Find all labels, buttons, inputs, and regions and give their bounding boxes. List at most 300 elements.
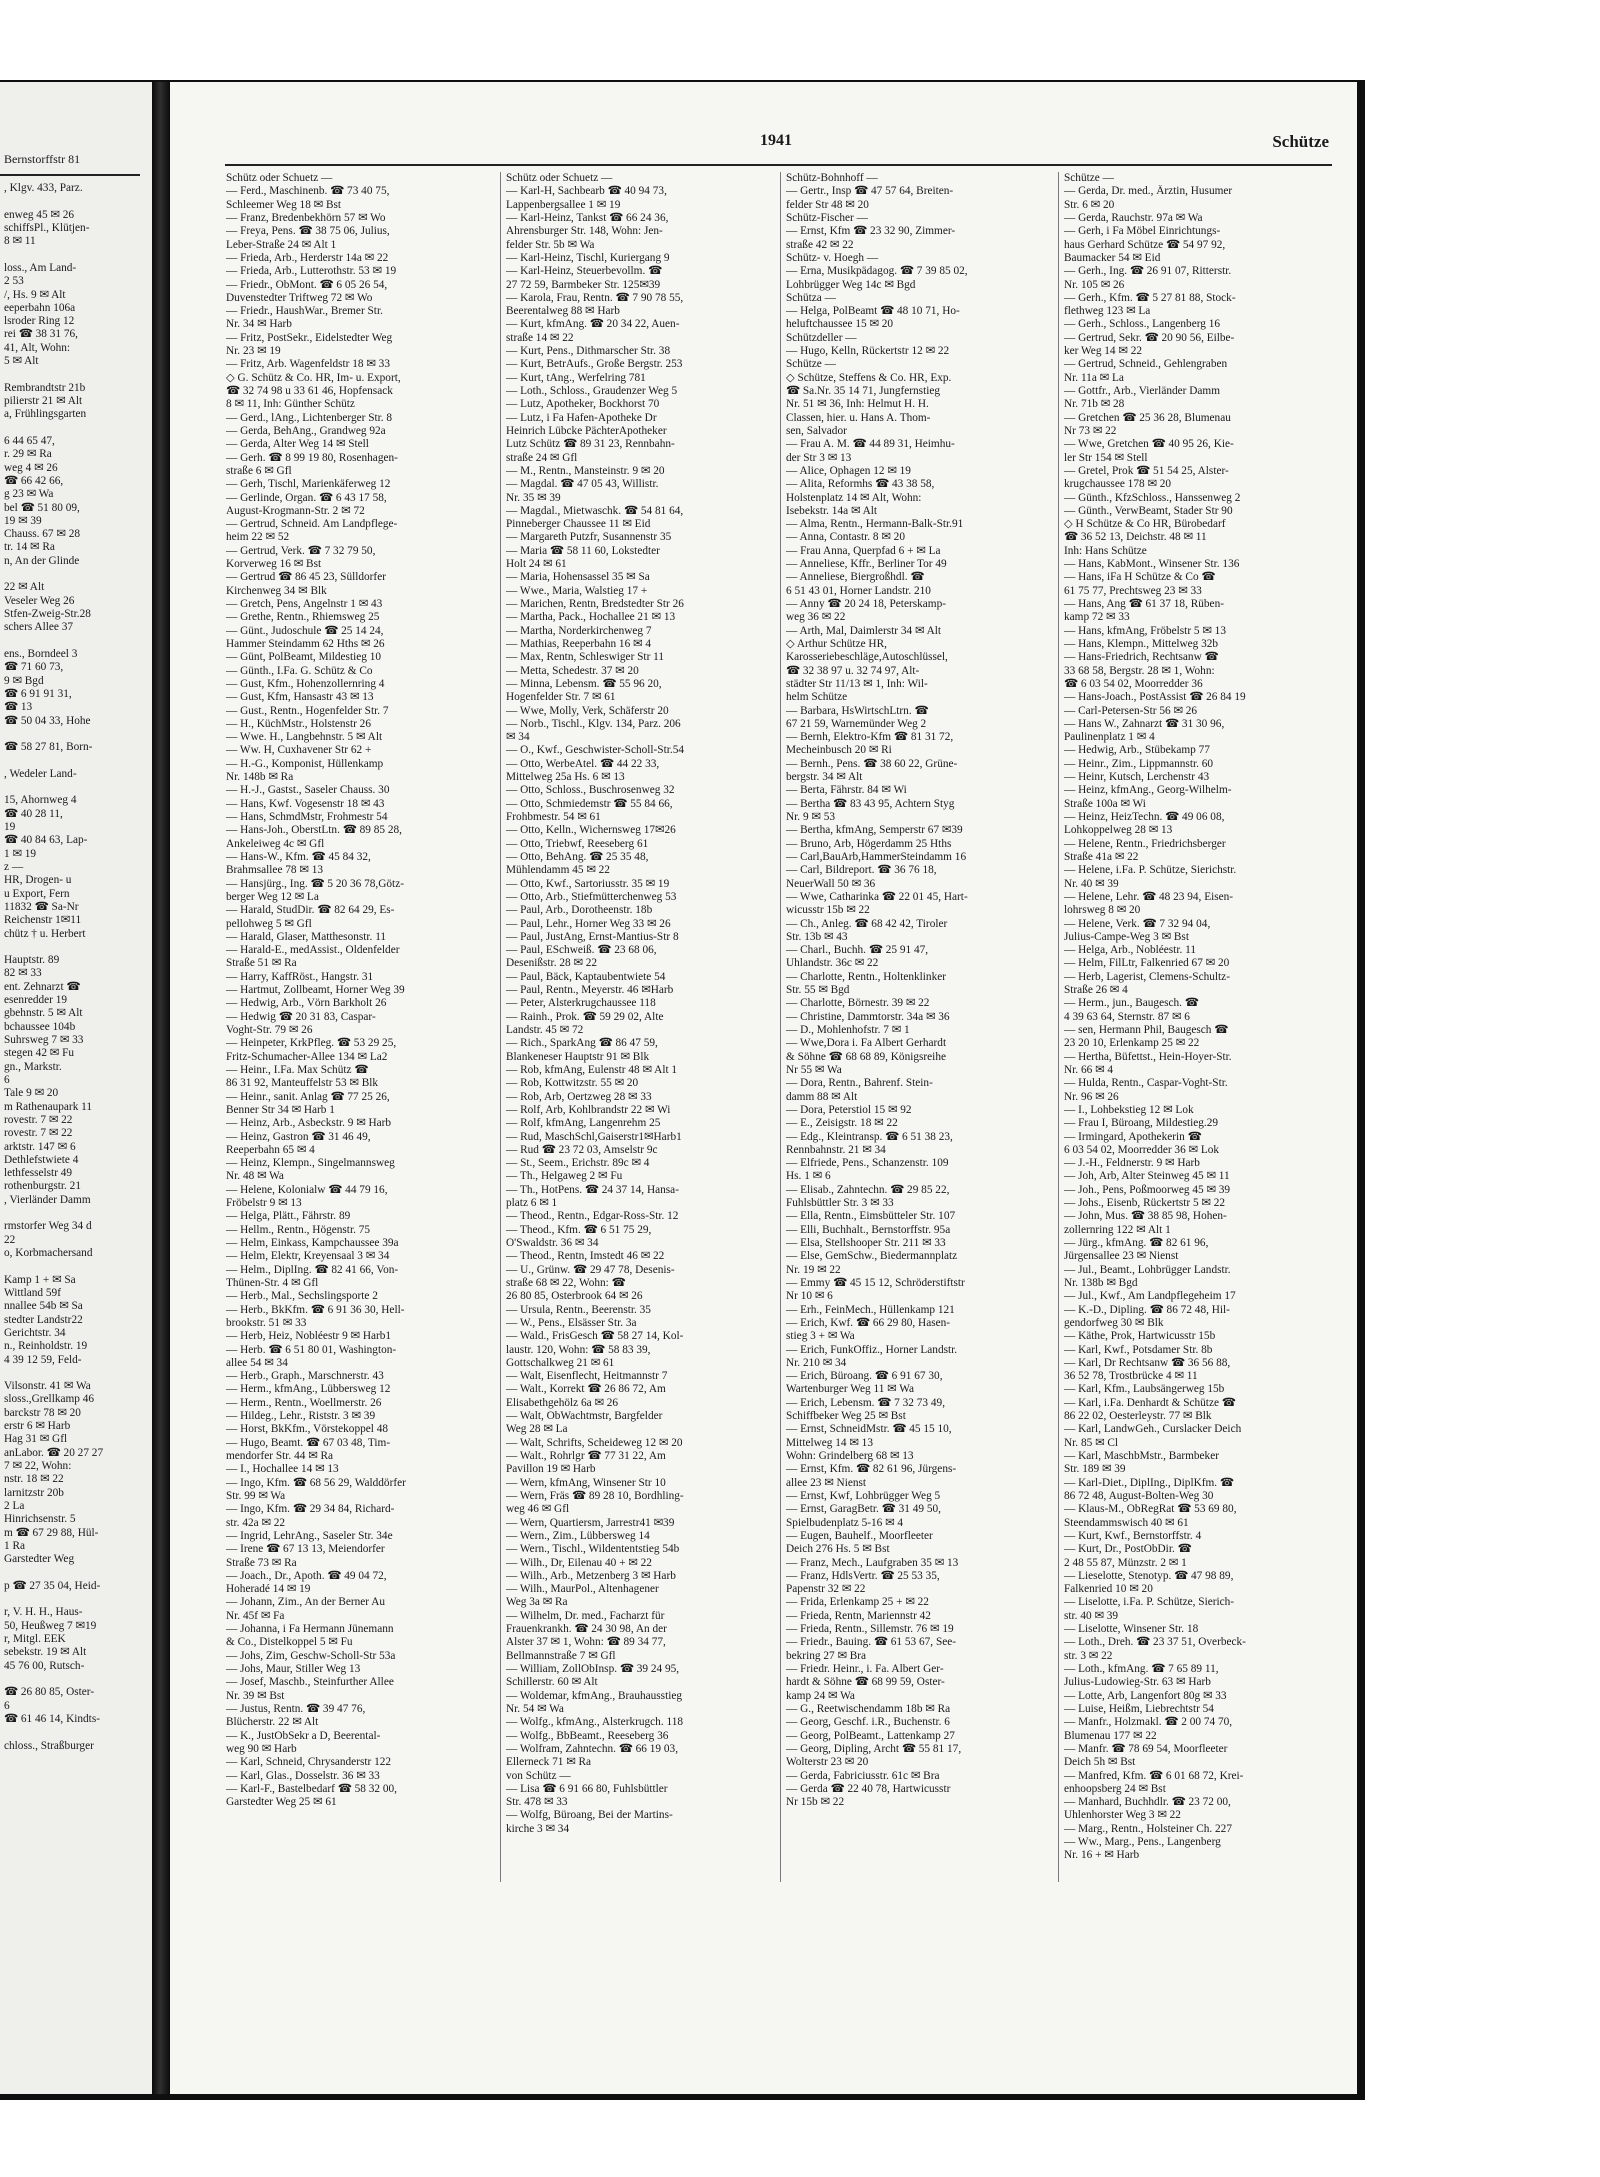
directory-entry-line: — Lotte, Arb, Langenfort 80g ✉ 33 <box>1064 1689 1227 1702</box>
directory-entry-line: erstr 6 ✉ Harb <box>4 1420 71 1433</box>
directory-entry-line: Reeperbahn 65 ✉ 4 <box>226 1143 315 1156</box>
directory-entry-line: Fröbelstr 9 ✉ 13 <box>226 1197 302 1210</box>
directory-entry-line: — Otto, Triebwf, Reeseberg 61 <box>506 837 649 850</box>
directory-entry-line: Schleemer Weg 18 ✉ Bst <box>226 198 342 211</box>
directory-entry-line: 6 44 65 47, <box>4 434 55 447</box>
directory-entry-line: — Friedr., HaushWar., Bremer Str. <box>226 305 383 318</box>
directory-entry-line: Mittelweg 25a Hs. 6 ✉ 13 <box>506 771 625 784</box>
directory-entry-line: — Erich, Lebensm. ☎ 7 32 73 49, <box>786 1396 946 1409</box>
directory-entry-line: — Irmingard, Apothekerin ☎ <box>1064 1130 1202 1143</box>
directory-entry-line: ✉ 34 <box>506 731 530 744</box>
directory-entry-line: damm 88 ✉ Alt <box>786 1090 858 1103</box>
directory-entry-line: — Walt, Eisenflecht, Heitmannstr 7 <box>506 1370 668 1383</box>
directory-entry-line: straße 24 ✉ Gfl <box>506 451 578 464</box>
directory-column-4 <box>1064 172 1326 1863</box>
directory-entry-line: Lohbrügger Weg 14c ✉ Bgd <box>786 278 916 291</box>
directory-entry-line: — Walt, ObWachtmstr, Bargfelder <box>506 1410 663 1423</box>
directory-entry-line: Frohbmestr. 54 ✉ 61 <box>506 811 601 823</box>
directory-entry-line: heluftchaussee 15 ✉ 20 <box>786 318 894 331</box>
directory-entry-line: — Wwe, Catharinka ☎ 22 01 45, Hart- <box>786 890 968 903</box>
directory-entry-line: — William, ZollObInsp. ☎ 39 24 95, <box>506 1663 680 1675</box>
directory-entry-line: rothenburgstr. 21 <box>4 1180 81 1193</box>
directory-entry-line: — Rolf, Arb, Kohlbrandstr 22 ✉ Wi <box>506 1103 671 1116</box>
directory-entry-line: — Frieda, Rentn., Sillemstr. 76 ✉ 19 <box>786 1623 954 1636</box>
directory-entry-line: — Berta, Fährstr. 84 ✉ Wi <box>786 784 907 797</box>
directory-entry-line: — Helm, Elektr, Kreyensaal 3 ✉ 34 <box>226 1250 390 1263</box>
directory-entry-line: weg 46 ✉ Gfl <box>506 1503 570 1516</box>
directory-entry-line: — Gertrud, Schneid. Am Landpflege- <box>226 518 398 531</box>
directory-entry-line: — Karl-H, Sachbearb ☎ 40 94 73, <box>506 185 667 198</box>
directory-entry-line: ◇ Schütze, Steffens & Co. HR, Exp. <box>786 371 952 384</box>
directory-entry-line: — Walt., Rohrlgr ☎ 77 31 22, Am <box>506 1450 666 1462</box>
directory-entry-line: Straße 73 ✉ Ra <box>226 1556 297 1569</box>
directory-entry-line: 6 51 43 01, Horner Landstr. 210 <box>786 584 931 597</box>
directory-entry-line: O'Swaldstr. 36 ✉ 34 <box>506 1237 599 1249</box>
directory-entry-line: 86 72 48, August-Bolten-Weg 30 <box>1064 1489 1214 1502</box>
directory-entry-line: — Wern, kfmAng, Winsener Str 10 <box>506 1476 666 1489</box>
directory-entry-line: — Theod., Rentn, Imstedt 46 ✉ 22 <box>506 1250 665 1263</box>
page-number: 1941 <box>760 132 792 149</box>
directory-entry-line: Nr 73 ✉ 22 <box>1064 424 1117 437</box>
directory-entry-line: , Wedeler Land- <box>4 767 77 780</box>
directory-entry-line: — Ww., Marg., Pens., Langenberg <box>1064 1836 1221 1849</box>
directory-entry-line: — Ella, Rentn., Eimsbütteler Str. 107 <box>786 1210 956 1223</box>
directory-entry-line: — Lutz, Apotheker, Bockhorst 70 <box>506 398 660 411</box>
directory-entry-line: — Carl,BauArb,HammerSteindamm 16 <box>786 850 967 863</box>
directory-entry-line: Wittland 59f <box>4 1286 61 1299</box>
directory-entry-line: — Gottfr., Arb., Vierländer Damm <box>1064 385 1220 397</box>
directory-entry-line: zollernring 122 ✉ Alt 1 <box>1064 1223 1171 1236</box>
directory-entry-line: 67 21 59, Warnemünder Weg 2 <box>786 717 927 730</box>
directory-entry-line: Str. 13b ✉ 43 <box>786 930 848 943</box>
directory-entry-line: felder Str. 5b ✉ Wa <box>506 238 595 251</box>
directory-entry-line: lethfesselstr 49 <box>4 1167 73 1180</box>
directory-entry-line: 11832 ☎ Sa-Nr <box>4 900 79 913</box>
directory-entry-line: Ellerneck 71 ✉ Ra <box>506 1756 592 1769</box>
directory-entry-line: — Hans, Ang ☎ 61 37 18, Rüben- <box>1064 598 1224 610</box>
directory-entry-line: allee 23 ✉ Nienst <box>786 1476 867 1489</box>
directory-entry-line: — Ernst, GaragBetr. ☎ 31 49 50, <box>786 1503 941 1516</box>
directory-entry-line: — Paul, Bäck, Kaptaubentwiete 54 <box>506 970 666 983</box>
directory-entry-line: barckstr 78 ✉ 20 <box>4 1406 81 1419</box>
directory-entry-line: — Kurt, tAng., Werfelring 781 <box>506 371 646 384</box>
directory-entry-line: Wohn: Grindelberg 68 ✉ 13 <box>786 1450 914 1462</box>
directory-entry-line: — Hans, Kwf. Vogesenstr 18 ✉ 43 <box>226 797 385 810</box>
directory-entry-line: — Hedwig, Arb., Vörn Barkholt 26 <box>226 997 387 1010</box>
directory-entry-line: — H.-J., Gastst., Saseler Chauss. 30 <box>226 784 390 797</box>
directory-entry-line: — Gerh. ☎ 8 99 19 80, Rosenhagen- <box>226 451 398 464</box>
directory-entry-line: gbehnstr. 5 ✉ Alt <box>4 1007 83 1020</box>
directory-entry-line: Ahrensburger Str. 148, Wohn: Jen- <box>506 225 663 238</box>
directory-entry-line: — Metta, Schedestr. 37 ✉ 20 <box>506 664 639 677</box>
directory-entry-line: Nr. 23 ✉ 19 <box>226 345 281 358</box>
directory-entry-line: — Wolfram, Zahntechn. ☎ 66 19 03, <box>506 1742 679 1755</box>
directory-entry-line: — E., Zeisigstr. 18 ✉ 22 <box>786 1117 898 1130</box>
directory-entry-line: — Hildeg., Lehr., Riststr. 3 ✉ 39 <box>226 1410 376 1423</box>
directory-entry-line: Straße 51 ✉ Ra <box>226 957 297 970</box>
directory-entry-line: — Liselotte, i.Fa. P. Schütze, Sierich- <box>1064 1596 1235 1609</box>
directory-entry-line: Nr. 138b ✉ Bgd <box>1064 1276 1138 1289</box>
directory-entry-line: sebekstr. 19 ✉ Alt <box>4 1646 87 1659</box>
directory-entry-line: — D., Mohlenhofstr. 7 ✉ 1 <box>786 1024 910 1036</box>
directory-entry-line: — Magdal., Mietwaschk. ☎ 54 81 64, <box>506 504 684 517</box>
directory-entry-line: — Manfr., Holzmakl. ☎ 2 00 74 70, <box>1064 1716 1233 1729</box>
directory-entry-line: , Klgv. 433, Parz. <box>4 182 83 194</box>
directory-entry-line: arktstr. 147 ✉ 6 <box>4 1140 76 1153</box>
directory-entry-line: — Wwe. H., Langbehnstr. 5 ✉ Alt <box>226 731 383 744</box>
directory-entry-line: — Elli, Buchhalt., Bernstorffstr. 95a <box>786 1223 951 1236</box>
directory-entry-line: — Erich, Kwf. ☎ 66 29 80, Hasen- <box>786 1316 951 1329</box>
directory-entry-line: 1 Ra <box>4 1539 26 1552</box>
directory-entry-line: stieg 3 + ✉ Wa <box>786 1330 855 1343</box>
directory-entry-line: ◇ H Schütze & Co HR, Bürobedarf <box>1064 518 1226 531</box>
directory-entry-line: kamp 72 ✉ 33 <box>1064 611 1130 624</box>
directory-entry-line: ens., Borndeel 3 <box>4 647 78 660</box>
directory-entry-line: — Wolfg., kfmAng., Alsterkrugch. 118 <box>506 1716 683 1729</box>
directory-entry-line: — Minna, Lebensm. ☎ 55 96 20, <box>506 677 662 690</box>
directory-entry-line: — Herb. ☎ 6 51 80 01, Washington- <box>226 1343 397 1356</box>
directory-entry-line: — Günt., Judoschule ☎ 25 14 24, <box>226 624 384 637</box>
directory-entry-line: — Manfred, Kfm. ☎ 6 01 68 72, Krei- <box>1064 1769 1244 1782</box>
directory-entry-line: Duvenstedter Triftweg 72 ✉ Wo <box>226 291 373 304</box>
directory-entry-line: 36 52 78, Trostbrücke 4 ✉ 11 <box>1064 1370 1198 1383</box>
directory-entry-line: 8 ✉ 11, Inh: Günther Schütz <box>226 398 355 411</box>
directory-entry-line: — Loth., kfmAng. ☎ 7 65 89 11, <box>1064 1663 1219 1675</box>
directory-entry-line: Blücherstr. 22 ✉ Alt <box>226 1716 319 1729</box>
directory-entry-line: ☎ 13 <box>4 701 33 714</box>
directory-entry-line: Str. 99 ✉ Wa <box>226 1489 286 1502</box>
directory-entry-line: Str. 55 ✉ Bgd <box>786 984 850 997</box>
directory-entry-line: ☎ 71 60 73, <box>4 661 64 674</box>
directory-entry-line: — Helga, PolBeamt ☎ 48 10 71, Ho- <box>786 305 960 318</box>
directory-entry-line: — Dora, Rentn., Bahrenf. Stein- <box>786 1077 933 1090</box>
directory-entry-line: — Karl, Kfm., Laubsängerweg 15b <box>1064 1383 1225 1396</box>
directory-entry-line: rmstorfer Weg 34 d <box>4 1220 92 1233</box>
directory-entry-line: — Joach., Dr., Apoth. ☎ 49 04 72, <box>226 1569 387 1582</box>
directory-entry-line: — G., Reetwischendamm 18b ✉ Ra <box>786 1702 951 1715</box>
directory-entry-line: Deich 5h ✉ Bst <box>1064 1756 1136 1769</box>
directory-entry-line: — Walt., Korrekt ☎ 26 86 72, Am <box>506 1383 666 1396</box>
directory-entry-line: n, An der Glinde <box>4 554 80 567</box>
directory-entry-line: Uhlandstr. 36c ✉ 22 <box>786 957 879 970</box>
directory-entry-line: — Walt, Schrifts, Scheideweg 12 ✉ 20 <box>506 1436 683 1449</box>
directory-entry-line: allee 54 ✉ 34 <box>226 1356 288 1369</box>
directory-entry-line: ◇ G. Schütz & Co. HR, Im- u. Export, <box>226 371 401 384</box>
directory-entry-line: gendorfweg 30 ✉ Blk <box>1064 1316 1164 1329</box>
directory-entry-line: Rennbahnstr. 21 ✉ 34 <box>786 1143 886 1156</box>
directory-entry-line: 86 31 92, Manteuffelstr 53 ✉ Blk <box>226 1077 379 1090</box>
directory-entry-line: mendorfer Str. 44 ✉ Ra <box>226 1450 334 1462</box>
directory-entry-line: — Freya, Pens. ☎ 38 75 06, Julius, <box>226 225 390 238</box>
directory-entry-line: — Alma, Rentn., Hermann-Balk-Str.91 <box>786 518 964 531</box>
directory-entry-line: — Rud ☎ 23 72 03, Amselstr 9c <box>506 1143 658 1156</box>
directory-entry-line: — Karl, Glas., Dosselstr. 36 ✉ 33 <box>226 1769 380 1782</box>
directory-entry-line: & Söhne ☎ 68 68 89, Königsreihe <box>786 1050 946 1063</box>
directory-entry-line: — Friedr., ObMont. ☎ 6 05 26 54, <box>226 278 388 291</box>
directory-entry-line: — Käthe, Prok, Hartwicusstr 15b <box>1064 1330 1216 1343</box>
column-divider <box>1058 172 1059 1882</box>
directory-entry-line: 6 <box>4 1073 10 1086</box>
directory-entry-line: laustr. 120, Wohn: ☎ 58 83 39, <box>506 1343 651 1356</box>
directory-entry-line: — Marg., Rentn., Holsteiner Ch. 227 <box>1064 1822 1232 1835</box>
directory-entry-line: — Maria, Hohensassel 35 ✉ Sa <box>506 571 650 584</box>
directory-entry-line: Lutz Schütz ☎ 89 31 23, Rennbahn- <box>506 438 675 451</box>
directory-entry-line: — Karl, LandwGeh., Curslacker Deich <box>1064 1423 1242 1436</box>
directory-entry-line: — Helene, i.Fa. P. Schütze, Sierichstr. <box>1064 864 1237 877</box>
directory-entry-line: — Karl, Schneid, Chrysanderstr 122 <box>226 1756 392 1769</box>
directory-entry-line: — Dora, Peterstiol 15 ✉ 92 <box>786 1103 912 1116</box>
directory-entry-line: — Kurt, BetrAufs., Große Bergstr. 253 <box>506 358 683 371</box>
directory-entry-line: — Heinz, HeizTechn. ☎ 49 06 08, <box>1064 811 1225 823</box>
directory-entry-line: — Gust, Kfm, Hansastr 43 ✉ 13 <box>226 691 374 704</box>
directory-entry-line: — Paul, Lehr., Horner Weg 33 ✉ 26 <box>506 917 671 930</box>
directory-entry-line: — Gerda ☎ 22 40 78, Hartwicusstr <box>786 1782 951 1795</box>
directory-entry-line: Straße 26 ✉ 4 <box>1064 984 1128 997</box>
directory-entry-line: Heinrich Lübcke PächterApotheker <box>506 424 667 437</box>
directory-entry-line: Schütze — <box>786 358 836 371</box>
directory-entry-line: — Frieda, Rentn, Mariennstr 42 <box>786 1609 931 1622</box>
directory-entry-line: chloss., Straßburger <box>4 1739 94 1752</box>
directory-entry-line <box>4 1726 149 1739</box>
directory-entry-line: — Hans-W., Kfm. ☎ 45 84 32, <box>226 850 371 863</box>
directory-entry-line: — Elfriede, Pens., Schanzenstr. 109 <box>786 1157 949 1170</box>
directory-entry-line: g 23 ✉ Wa <box>4 488 54 501</box>
directory-entry-line <box>4 1567 149 1580</box>
directory-entry-line: — Otto, BehAng. ☎ 25 35 48, <box>506 850 649 863</box>
directory-entry-line: — Gerda, Rauchstr. 97a ✉ Wa <box>1064 211 1203 224</box>
directory-entry-line: sloss.,Grellkamp 46 <box>4 1393 95 1406</box>
directory-entry-line: — Hans, iFa H Schütze & Co ☎ <box>1064 571 1216 584</box>
directory-entry-line: Schütze — <box>1064 172 1114 184</box>
directory-entry-line: , Vierländer Damm <box>4 1193 91 1206</box>
directory-entry-line: — Charlotte, Börnestr. 39 ✉ 22 <box>786 997 930 1010</box>
directory-entry-line: — Karl, Kwf., Potsdamer Str. 8b <box>1064 1343 1213 1356</box>
directory-entry-line: — Hansjürg., Ing. ☎ 5 20 36 78,Götz- <box>226 877 404 890</box>
directory-entry-line: — Wwe, Molly, Verk, Schäferstr 20 <box>506 704 669 717</box>
directory-entry-line: kirche 3 ✉ 34 <box>506 1822 570 1835</box>
directory-entry-line: 2 48 55 87, Münzstr. 2 ✉ 1 <box>1064 1556 1187 1569</box>
directory-entry-line: Hinrichsenstr. 5 <box>4 1513 76 1526</box>
directory-entry-line: ☎ 50 04 33, Hohe <box>4 714 91 727</box>
directory-entry-line: — Wald., FrisGesch ☎ 58 27 14, Kol- <box>506 1330 684 1343</box>
header-rule <box>225 164 1332 166</box>
directory-entry-line: — Friedr., Bauing. ☎ 61 53 67, See- <box>786 1636 957 1649</box>
directory-entry-line: HR, Drogen- u <box>4 874 72 887</box>
directory-entry-line: Pavillon 19 ✉ Harb <box>506 1463 596 1476</box>
directory-entry-line: Beerentalweg 88 ✉ Harb <box>506 305 620 318</box>
directory-entry-line: sen, Salvador <box>786 424 847 437</box>
directory-entry-line: Nr. 45f ✉ Fa <box>226 1609 285 1622</box>
directory-entry-line: — Rob, Kottwitzstr. 55 ✉ 20 <box>506 1077 639 1090</box>
directory-entry-line: — U., Grünw. ☎ 29 47 78, Desenis- <box>506 1263 675 1276</box>
directory-entry-line: — Johanna, i Fa Hermann Jünemann <box>226 1623 394 1636</box>
directory-entry-line: Str. 6 ✉ 20 <box>1064 198 1115 211</box>
directory-entry-line: Weg 28 ✉ La <box>506 1423 568 1436</box>
directory-entry-line: haus Gerhard Schütze ☎ 54 97 92, <box>1064 238 1226 251</box>
directory-entry-line: — Franz, Bredenbekhörn 57 ✉ Wo <box>226 211 386 224</box>
directory-entry-line: — I., Lohbekstieg 12 ✉ Lok <box>1064 1103 1194 1116</box>
directory-entry-line: — Heinz, Gastron ☎ 31 46 49, <box>226 1130 371 1143</box>
directory-entry-line: — Helm., DiplIng. ☎ 82 41 66, Von- <box>226 1263 399 1276</box>
directory-entry-line: Pinneberger Chaussee 11 ✉ Eid <box>506 518 651 531</box>
directory-entry-line: stegen 42 ✉ Fu <box>4 1047 75 1060</box>
directory-entry-line: — Gerh, Tischl, Marienkäferweg 12 <box>226 478 391 491</box>
directory-entry-line: Mecheinbusch 20 ✉ Ri <box>786 744 892 757</box>
directory-entry-line: Bellmannstraße 7 ✉ Gfl <box>506 1649 616 1662</box>
directory-entry-line: r, Mitgl. EEK <box>4 1633 66 1646</box>
directory-entry-line: — W., Pens., Elsässer Str. 3a <box>506 1316 637 1329</box>
directory-entry-line: Str. 478 ✉ 33 <box>506 1796 568 1809</box>
directory-entry-line: — Karl-Heinz, Tischl, Kuriergang 9 <box>506 251 670 264</box>
directory-entry-line: 27 72 59, Barmbeker Str. 125✉39 <box>506 278 661 291</box>
directory-entry-line: — Hedwig, Arb., Stübekamp 77 <box>1064 744 1210 757</box>
directory-entry-line: Hogenfelder Str. 7 ✉ 61 <box>506 691 616 704</box>
directory-entry-line: — Heinr., sanit. Anlag ☎ 77 25 26, <box>226 1090 390 1103</box>
directory-entry-line: ☎ 58 27 81, Born- <box>4 741 93 754</box>
directory-entry-line: — Hans, SchmdMstr, Frohmestr 54 <box>226 811 388 823</box>
directory-entry-line: — Frieda, Arb., Herderstr 14a ✉ 22 <box>226 251 389 264</box>
directory-entry-line: Deich 276 Hs. 5 ✉ Bst <box>786 1543 890 1556</box>
directory-entry-line: Spielbudenplatz 5-16 ✉ 4 <box>786 1516 904 1529</box>
directory-entry-line: loss., Am Land- <box>4 261 77 274</box>
directory-entry-line: 41, Alt, Wohn: <box>4 341 71 354</box>
directory-entry-line: — Frau Anna, Querpfad 6 + ✉ La <box>786 544 941 557</box>
directory-entry-line: Lappenbergsallee 1 ✉ 19 <box>506 198 621 211</box>
directory-entry-line: u Export, Fern <box>4 887 70 900</box>
directory-entry-line: — Hans, kfmAng, Fröbelstr 5 ✉ 13 <box>1064 624 1226 637</box>
directory-entry-line: pilierstr 21 ✉ Alt <box>4 395 83 407</box>
directory-entry-line: — Gust, Kfm., Hohenzollernring 4 <box>226 677 385 690</box>
directory-entry-line: — Eugen, Bauhelf., Moorfleeter <box>786 1529 933 1542</box>
directory-entry-line: — Günt, PolBeamt, Mildestieg 10 <box>226 651 382 664</box>
directory-entry-line: Nr 55 ✉ Wa <box>786 1063 842 1076</box>
directory-entry-line: gn., Markstr. <box>4 1060 62 1073</box>
directory-entry-line: Mühlendamm 45 ✉ 22 <box>506 864 610 877</box>
directory-entry-line: nstr. 18 ✉ 22 <box>4 1473 64 1486</box>
directory-entry-line: Thünen-Str. 4 ✉ Gfl <box>226 1276 319 1289</box>
directory-entry-line: Fuhlsbüttler Str. 3 ✉ 33 <box>786 1197 894 1210</box>
directory-entry-line: 5 ✉ Alt <box>4 355 39 368</box>
directory-entry-line: bel ☎ 51 80 09, <box>4 501 80 514</box>
directory-entry-line: Alster 37 ✉ 1, Wohn: ☎ 89 34 77, <box>506 1636 666 1649</box>
directory-entry-line: brookstr. 51 ✉ 33 <box>226 1316 307 1329</box>
directory-entry-line: Str. 189 ✉ 39 <box>1064 1463 1126 1476</box>
directory-entry-line: — Gust., Rentn., Hogenfelder Str. 7 <box>226 704 389 717</box>
directory-entry-line: str. 40 ✉ 39 <box>1064 1609 1119 1622</box>
directory-entry-line: Garstedter Weg 25 ✉ 61 <box>226 1796 337 1809</box>
directory-entry-line: — Heinr., Zim., Lippmannstr. 60 <box>1064 757 1214 770</box>
directory-entry-line: — Gertrud, Verk. ☎ 7 32 79 50, <box>226 544 376 557</box>
directory-entry-line: — Christine, Dammtorstr. 34a ✉ 36 <box>786 1010 950 1023</box>
directory-entry-line: — Rich., SparkAng ☎ 86 47 59, <box>506 1037 658 1050</box>
directory-entry-line: — Franz, Mech., Laufgraben 35 ✉ 13 <box>786 1556 959 1569</box>
directory-entry-line: — St., Seem., Erichstr. 89c ✉ 4 <box>506 1157 650 1170</box>
directory-entry-line: — Emmy ☎ 45 15 12, Schröderstiftstr <box>786 1276 965 1289</box>
directory-entry-line: weg 90 ✉ Harb <box>226 1742 297 1755</box>
directory-entry-line: — Wilhelm, Dr. med., Facharzt für <box>506 1609 665 1622</box>
directory-entry-line: /, Hs. 9 ✉ Alt <box>4 288 66 301</box>
directory-entry-line: — Manfr. ☎ 78 69 54, Moorfleeter <box>1064 1742 1228 1755</box>
directory-entry-line: Classen, hier. u. Hans A. Thom- <box>786 411 931 424</box>
directory-entry-line: 8 ✉ 11 <box>4 235 36 248</box>
directory-entry-line: — Else, GemSchw., Biedermannplatz <box>786 1250 958 1263</box>
directory-entry-line: — Peter, Alsterkrugchaussee 118 <box>506 997 656 1010</box>
directory-entry-line <box>4 1593 149 1606</box>
directory-entry-line: weg 36 ✉ 22 <box>786 611 846 624</box>
directory-column-2 <box>506 172 768 1836</box>
directory-entry-line: felder Str 48 ✉ 20 <box>786 198 869 211</box>
directory-entry-line: — Herb, Heiz, Nobléestr 9 ✉ Harb1 <box>226 1330 392 1343</box>
book-gutter <box>152 82 170 2094</box>
directory-entry-line: — Barbara, HsWirtschLtrn. ☎ <box>786 704 929 717</box>
directory-entry-line: — Paul, Rentn., Meyerstr. 46 ✉Harb <box>506 984 674 997</box>
directory-entry-line: — Kurt, Dr., PostObDir. ☎ <box>1064 1543 1192 1556</box>
directory-entry-line: Isebekstr. 14a ✉ Alt <box>786 504 878 517</box>
directory-entry-line: — Max, Rentn, Schleswiger Str 11 <box>506 651 665 664</box>
directory-entry-line: — Joh., Pens, Poßmoorweg 45 ✉ 39 <box>1064 1183 1231 1196</box>
directory-entry-line: 4 39 63 64, Sternstr. 87 ✉ 6 <box>1064 1010 1190 1023</box>
directory-entry-line: schiffsPl., Klütjen- <box>4 221 90 234</box>
directory-entry-line: — Josef, Maschb., Steinfurther Allee <box>226 1676 394 1689</box>
directory-entry-line: 19 ✉ 39 <box>4 514 42 527</box>
directory-entry-line: — Joh, Arb, Alter Steinweg 45 ✉ 11 <box>1064 1170 1230 1183</box>
directory-entry-line: — I., Hochallee 14 ✉ 13 <box>226 1463 339 1476</box>
directory-entry-line: 61 75 77, Prechtsweg 23 ✉ 33 <box>1064 584 1202 597</box>
directory-entry-line: — Theod., Kfm. ☎ 6 51 75 29, <box>506 1223 652 1236</box>
directory-entry-line: bekring 27 ✉ Bra <box>786 1649 867 1662</box>
directory-entry-line: — Hans W., Zahnarzt ☎ 31 30 96, <box>1064 717 1225 730</box>
directory-entry-line: ker Weg 14 ✉ 22 <box>1064 345 1142 358</box>
directory-entry-line: straße 42 ✉ 22 <box>786 238 854 251</box>
directory-entry-line: — Wern, Quartiersm, Jarrestr41 ✉39 <box>506 1516 675 1529</box>
directory-entry-line: rovestr. 7 ✉ 22 <box>4 1113 73 1126</box>
directory-entry-line: — Hans-Joh., OberstLtn. ☎ 89 85 28, <box>226 824 402 837</box>
directory-entry-line: — Karl-Diet., DiplIng., DiplKfm. ☎ <box>1064 1476 1235 1489</box>
directory-entry-line: kamp 24 ✉ Wa <box>786 1689 855 1702</box>
directory-entry-line: — Kurt, Pens., Dithmarscher Str. 38 <box>506 345 671 358</box>
directory-entry-line: ☎ 6 03 54 02, Moorredder 36 <box>1064 677 1203 690</box>
directory-entry-line: — Ingo, Kfm. ☎ 68 56 29, Walddörfer <box>226 1476 406 1489</box>
directory-entry-line: — Karl, i.Fa. Denhardt & Schütze ☎ <box>1064 1396 1236 1409</box>
directory-entry-line: — Herb, Lagerist, Clemens-Schultz- <box>1064 970 1230 983</box>
directory-entry-line: tr. 14 ✉ Ra <box>4 541 55 554</box>
directory-entry-line: — Mathias, Reeperbahn 16 ✉ 4 <box>506 637 651 650</box>
directory-entry-line: Baumacker 54 ✉ Eid <box>1064 251 1161 264</box>
directory-entry-line: o, Korbmachersand <box>4 1247 93 1259</box>
directory-entry-line: berger Weg 12 ✉ La <box>226 890 319 903</box>
directory-entry-line: August-Krogmann-Str. 2 ✉ 72 <box>226 504 365 517</box>
directory-entry-line: weg 4 ✉ 26 <box>4 461 58 474</box>
directory-entry-line: — Herm., jun., Baugesch. ☎ <box>1064 997 1199 1010</box>
directory-entry-line: — H.-G., Komponist, Hüllenkamp <box>226 757 384 770</box>
directory-entry-line: Nr. 71b ✉ 28 <box>1064 398 1125 411</box>
directory-entry-line: enweg 45 ✉ 26 <box>4 208 75 221</box>
directory-entry-line: — Johs., Eisenb, Rückertstr 5 ✉ 22 <box>1064 1197 1226 1210</box>
directory-entry-line: — Anna, Contastr. 8 ✉ 20 <box>786 531 905 544</box>
directory-entry-line: — Paul, Arb., Dorotheenstr. 18b <box>506 904 653 917</box>
directory-entry-line: ◇ Arthur Schütze HR, <box>786 637 887 650</box>
directory-entry-line: larnitzstr 20b <box>4 1486 64 1499</box>
directory-entry-line: — Hans-Friedrich, Rechtsanw ☎ <box>1064 651 1219 664</box>
directory-entry-line: Julius-Campe-Weg 3 ✉ Bst <box>1064 930 1189 943</box>
directory-entry-line: — Wern, Fräs ☎ 89 28 10, Bordhling- <box>506 1489 684 1502</box>
directory-entry-line: bchaussee 104b <box>4 1020 76 1033</box>
directory-entry-line: Rembrandtstr 21b <box>4 381 86 394</box>
directory-entry-line: städter Str 11/13 ✉ 1, Inh: Wil- <box>786 677 928 690</box>
directory-entry-line: 7 ✉ 22, Wohn: <box>4 1460 72 1472</box>
directory-entry-line: — Ch., Anleg. ☎ 68 42 42, Tiroler <box>786 917 948 930</box>
directory-entry-line: — Lisa ☎ 6 91 66 80, Fuhlsbüttler <box>506 1782 668 1795</box>
